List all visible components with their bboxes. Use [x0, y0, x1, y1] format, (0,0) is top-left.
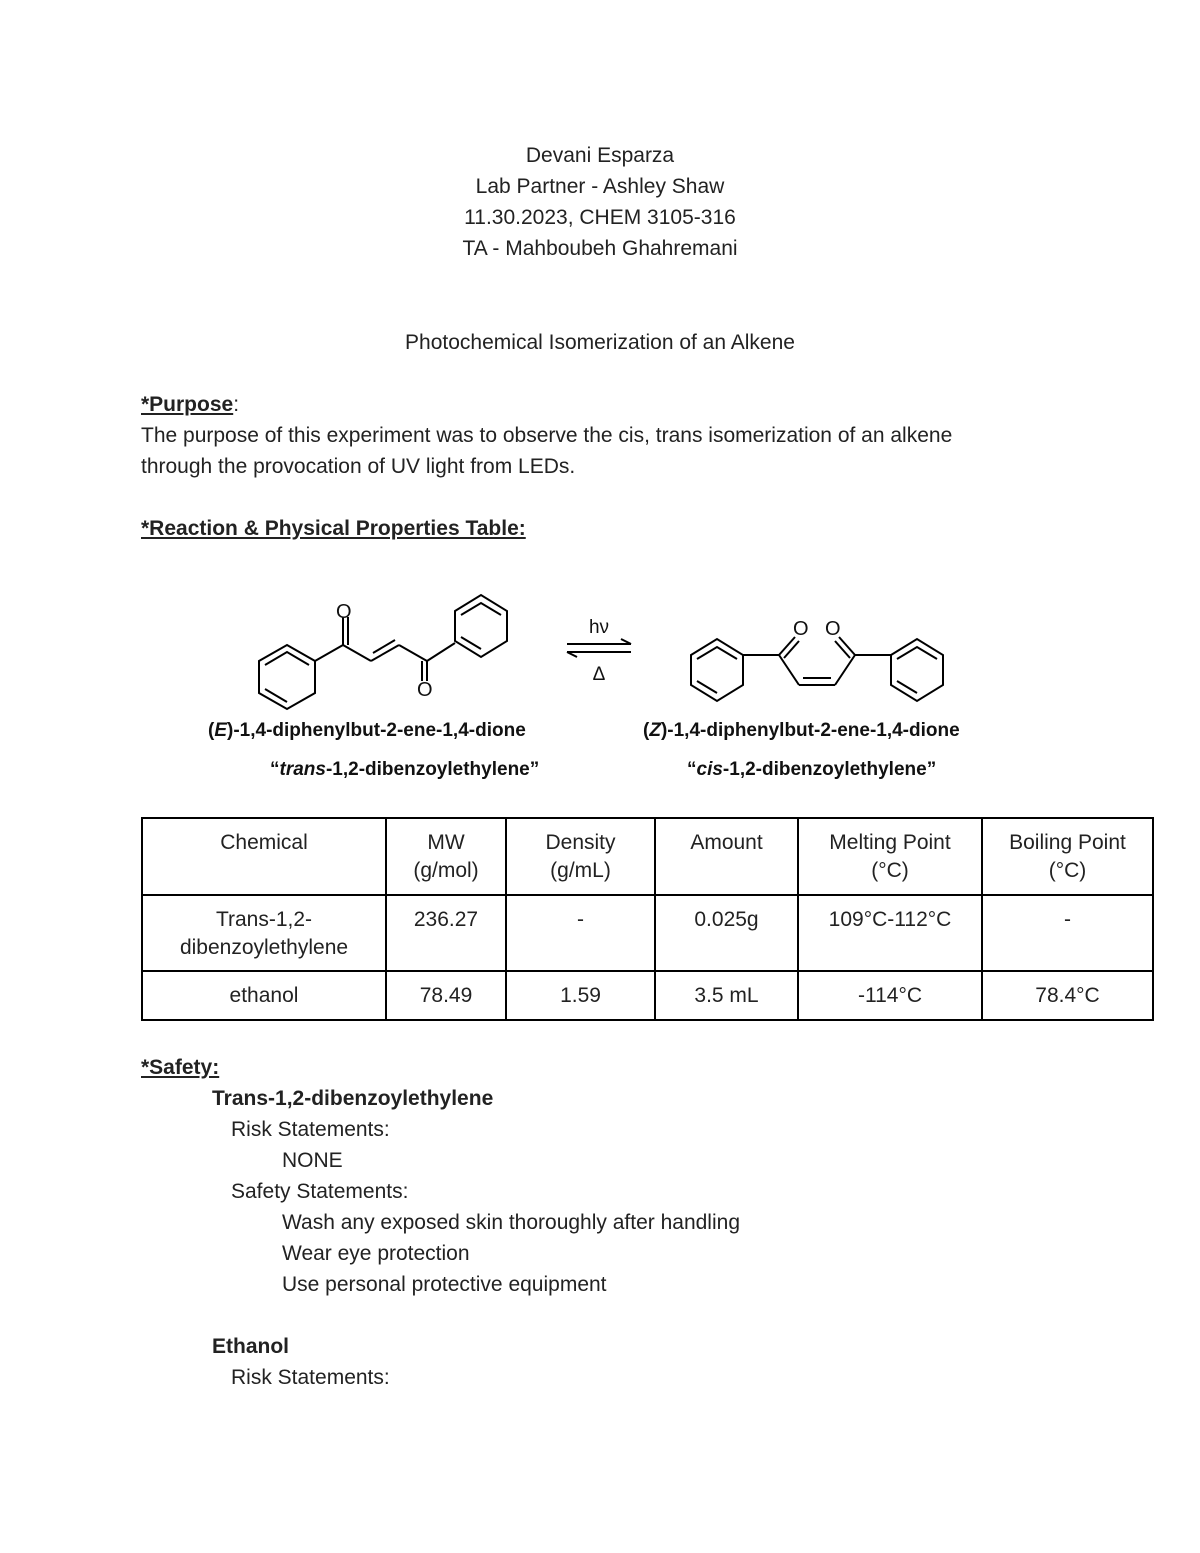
table-row: [142, 971, 1153, 1020]
safety-heading: *Safety:: [141, 1056, 220, 1079]
trans-phenyl-right: [455, 595, 507, 657]
cis-iupac-name: [643, 720, 960, 741]
teaching-assistant: TA - Mahboubeh Ghahremani: [462, 237, 738, 260]
cell-boiling-point: -: [982, 895, 1153, 971]
table-row: [142, 895, 1153, 971]
cell-boiling-point: 78.4°C: [982, 971, 1153, 1020]
trans-bond-1: [315, 645, 343, 661]
compound1-risk-item: NONE: [282, 1149, 343, 1172]
compound1-name: Trans-1,2-dibenzoylethylene: [212, 1087, 494, 1110]
table-header-row: [142, 818, 1153, 895]
cell-chemical: ethanol: [142, 971, 386, 1020]
compound1-risk-label: Risk Statements:: [231, 1118, 390, 1141]
trans-bond-3: [399, 645, 427, 661]
trans-common-rest: -1,2-dibenzoylethylene”: [325, 759, 540, 780]
cis-structure: [691, 637, 943, 701]
cell-chemical-line2: dibenzoylethylene: [179, 936, 349, 959]
trans-bond-2: [343, 645, 371, 661]
cis-iupac-rest: )-1,4-diphenylbut-2-ene-1,4-dione: [660, 720, 960, 741]
cell-melting-point: -114°C: [798, 971, 982, 1020]
cell-melting-point: 109°C-112°C: [798, 895, 982, 971]
cell-mw: 78.49: [386, 971, 506, 1020]
lab-partner: Lab Partner - Ashley Shaw: [475, 175, 725, 198]
trans-phenyl-left: [259, 645, 315, 709]
cis-bond-2: [779, 655, 799, 685]
cis-phenyl-left-inner-1: [697, 647, 737, 659]
purpose-label: *Purpose: [141, 393, 234, 416]
header-mw-line1: MW: [427, 831, 465, 854]
trans-structure: [259, 595, 507, 709]
cell-amount: 3.5 mL: [655, 971, 798, 1020]
trans-common-italic: trans: [279, 759, 326, 780]
cis-carbonyl-1b: [784, 641, 799, 658]
header-density: [506, 818, 655, 895]
compound2-risk-label: Risk Statements:: [231, 1366, 390, 1389]
cell-chemical-line1: Trans-1,2-: [215, 908, 313, 931]
trans-bond-4: [427, 643, 455, 661]
trans-iupac-name: [208, 720, 526, 741]
purpose-colon: :: [233, 393, 240, 416]
cis-phenyl-right-inner-1: [897, 647, 937, 659]
cis-carbonyl-2a: [839, 637, 855, 655]
cell-density: -: [506, 895, 655, 971]
header-bp-line1: Boiling Point: [1009, 831, 1126, 854]
header-chemical: [142, 818, 386, 895]
purpose-heading: [141, 389, 239, 420]
purpose-line-1: The purpose of this experiment was to observe the cis, trans isomerization of an alkene: [141, 424, 953, 447]
header-density-line2: (g/mL): [550, 859, 611, 882]
cell-mw: 236.27: [386, 895, 506, 971]
document-title: Photochemical Isomerization of an Alkene: [405, 331, 795, 354]
trans-oxygen-1: O: [336, 601, 352, 623]
properties-table: [141, 817, 1154, 1021]
cis-oxygen-2: O: [825, 618, 841, 640]
trans-phenyl-right-inner-1: [461, 603, 501, 615]
trans-alkene-a: [371, 645, 399, 661]
trans-common-name: [270, 759, 539, 780]
equilibrium-arrows: [567, 639, 631, 657]
student-name: Devani Esparza: [525, 144, 675, 167]
cis-common-italic: cis: [696, 759, 723, 780]
header-mp-line2: (°C): [871, 859, 909, 882]
header-mw: [386, 818, 506, 895]
header-mw-line2: (g/mol): [413, 859, 479, 882]
reverse-condition: Δ: [592, 664, 606, 685]
cell-chemical: [142, 895, 386, 971]
reaction-heading: *Reaction & Physical Properties Table:: [141, 517, 526, 540]
compound2-name: Ethanol: [212, 1335, 289, 1358]
header-density-line1: Density: [545, 831, 616, 854]
cis-common-open: “: [687, 759, 697, 780]
compound1-safety-item: Wash any exposed skin thoroughly after handling: [282, 1211, 741, 1234]
cis-phenyl-right: [891, 639, 943, 701]
header-chemical-text: Chemical: [220, 831, 308, 854]
cis-common-name: [687, 759, 936, 780]
trans-iupac-rest: )-1,4-diphenylbut-2-ene-1,4-dione: [227, 720, 526, 741]
cis-carbonyl-2b: [835, 641, 850, 658]
cis-iupac-prefix: (: [643, 720, 650, 741]
reaction-scheme: [195, 585, 1005, 790]
compound1-safety-item: Use personal protective equipment: [282, 1273, 607, 1296]
header-melting-point: [798, 818, 982, 895]
cis-iupac-stereo: Z: [649, 720, 661, 741]
header-amount: [655, 818, 798, 895]
trans-common-open: “: [270, 759, 280, 780]
compound1-safety-item: Wear eye protection: [282, 1242, 470, 1265]
forward-condition: hν: [588, 617, 610, 638]
cell-density: 1.59: [506, 971, 655, 1020]
purpose-line-2: through the provocation of UV light from LEDs.: [141, 455, 576, 478]
cis-bond-3: [835, 655, 855, 685]
header-bp-line2: (°C): [1048, 859, 1087, 882]
cis-common-rest: -1,2-dibenzoylethylene”: [722, 759, 937, 780]
trans-oxygen-2: O: [417, 679, 433, 701]
trans-iupac-prefix: (: [208, 720, 215, 741]
cis-phenyl-left: [691, 639, 743, 701]
trans-phenyl-left-inner-2: [265, 689, 287, 702]
compound1-safety-label: Safety Statements:: [231, 1180, 409, 1203]
cis-oxygen-1: O: [793, 618, 809, 640]
header-amount-text: Amount: [690, 831, 763, 854]
header-mp-line1: Melting Point: [829, 831, 951, 854]
cell-amount: 0.025g: [655, 895, 798, 971]
trans-iupac-stereo: E: [214, 720, 228, 741]
trans-alkene-b: [373, 640, 395, 653]
header-boiling-point: [982, 818, 1153, 895]
date-course: 11.30.2023, CHEM 3105-316: [464, 206, 736, 229]
